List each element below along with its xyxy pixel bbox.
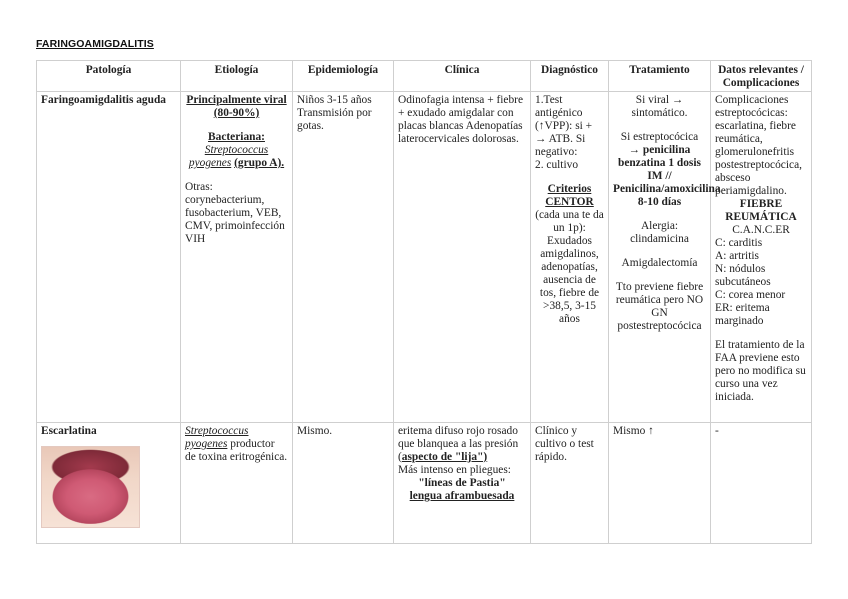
complications-text: Complicaciones estreptocócicas: escarlatina, fiebre reumática, glomerulonefritis postestreptocócica, absceso periamigdalino. — [715, 94, 802, 197]
diagnosis-test: 1.Test antigénico (↑VPP): si + → ATB. Si negativo: — [535, 94, 593, 158]
mnemonic-nodulos: N: nódulos subcutáneos — [715, 263, 771, 288]
etiology-others-label: Otras: — [185, 181, 213, 193]
bacteria-name: Streptococcus pyogenes — [185, 425, 249, 450]
cell-epidemiologia: Niños 3-15 años Transmisión por gotas. — [293, 92, 394, 423]
cell-epidemiologia: Mismo. — [293, 423, 394, 544]
treatment-strep-intro: Si estreptocócica — [620, 131, 699, 143]
clinic-erythema: eritema difuso rojo rosado que blanquea a las presión ( — [398, 425, 519, 463]
cell-tratamiento: Mismo ↑ — [609, 423, 711, 544]
header-etiologia: Etiología — [181, 61, 293, 92]
table-row — [37, 92, 812, 423]
treatment-viral: Si viral → sintomático. — [631, 94, 688, 119]
cell-diagnostico — [531, 92, 609, 423]
header-tratamiento: Tratamiento — [609, 61, 711, 92]
treatment-effect-note: El tratamiento de la FAA previene esto pero no modifica su curso una vez iniciada. — [715, 339, 806, 403]
rheumatic-fever-mnemonic: C.A.N.C.ER — [732, 224, 790, 236]
mnemonic-corea: C: corea menor — [715, 289, 786, 301]
clinic-pastia-lines: "líneas de Pastia" — [418, 477, 506, 489]
mnemonic-artritis: A: artritis — [715, 250, 759, 262]
cell-etiologia — [181, 92, 293, 423]
clinic-folds: Más intenso en pliegues: — [398, 464, 511, 476]
cell-datos: - — [711, 423, 812, 544]
centor-criteria-title: Criterios CENTOR — [545, 183, 594, 208]
table-row — [37, 423, 812, 544]
etiology-others-list: corynebacterium, fusobacterium, VEB, CMV, primoinfección VIH — [185, 194, 285, 245]
bacteria-group: (grupo A). — [234, 157, 285, 169]
cell-diagnostico: Clínico y cultivo o test rápido. — [531, 423, 609, 544]
treatment-strep-regimen: → penicilina benzatina 1 dosis IM // Penicilina/amoxicilina 8-10 días — [613, 144, 721, 208]
cell-patologia — [37, 92, 181, 423]
cell-datos — [711, 92, 812, 423]
etiology-principal: Principalmente viral (80-90%) — [186, 94, 287, 119]
header-row — [37, 61, 812, 92]
cell-clinica: Odinofagia intensa + fiebre + exudado amigdalar con placas blancas Adenopatías laterocervicales dolorosas. — [394, 92, 531, 423]
header-diagnostico: Diagnóstico — [531, 61, 609, 92]
centor-criteria-text: (cada una te da un 1p): Exudados amigdalinos, adenopatías, ausencia de tos, fiebre de >38,5, 3-15 años — [535, 209, 604, 325]
document-title: FARINGOAMIGDALITIS — [36, 38, 154, 50]
pathology-name: Escarlatina — [41, 425, 97, 437]
header-clinica: Clínica — [394, 61, 531, 92]
header-patologia: Patología — [37, 61, 181, 92]
header-epidemiologia: Epidemiología — [293, 61, 394, 92]
mnemonic-carditis: C: carditis — [715, 237, 763, 249]
diagnosis-culture: 2. cultivo — [535, 159, 579, 171]
cell-clinica — [394, 423, 531, 544]
treatment-tonsillectomy: Amigdalectomía — [621, 257, 698, 269]
clinic-strawberry-tongue: lengua aframbuesada — [409, 490, 515, 502]
etiology-description: productor de toxina eritrogénica. — [185, 438, 288, 463]
strawberry-tongue-photo — [41, 446, 140, 528]
bacteria-name: Streptococcus pyogenes — [188, 144, 269, 169]
header-datos: Datos relevantes / Complicaciones — [711, 61, 812, 92]
treatment-prevention-note: Tto previene fiebre reumática pero NO GN postestreptocócica — [615, 281, 704, 332]
cell-etiologia — [181, 423, 293, 544]
mnemonic-eritema: ER: eritema marginado — [715, 302, 770, 327]
cell-tratamiento — [609, 92, 721, 423]
etiology-bacterial-label: Bacteriana: — [208, 131, 265, 143]
treatment-allergy: Alergia: clindamicina — [630, 220, 689, 245]
clinic-sandpaper: aspecto de "lija") — [401, 451, 488, 463]
cell-patologia — [37, 423, 181, 544]
pathology-name: Faringoamigdalitis aguda — [41, 94, 166, 106]
rheumatic-fever-title: FIEBRE REUMÁTICA — [725, 198, 797, 223]
pathology-table — [36, 60, 812, 544]
